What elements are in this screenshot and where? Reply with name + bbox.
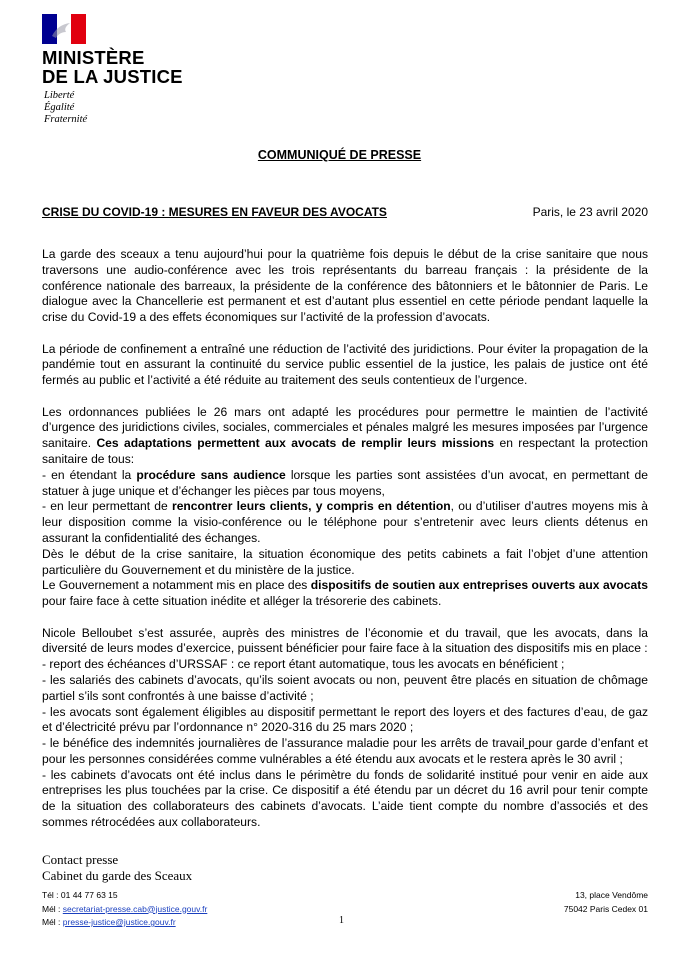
email-label: Mél : bbox=[42, 917, 63, 927]
release-date: Paris, le 23 avril 2020 bbox=[532, 205, 648, 219]
indemnites-text-end: pour garde d’enfant et pour les personnes considérées comme vulnérables a été étendu aux avocats et le restera après le 30 avril ; bbox=[42, 736, 648, 766]
press-contact bbox=[42, 852, 192, 884]
list-item-report-loyers: - les avocats sont également éligibles au dispositif permettant le report des loyers et des factures d’eau, de gaz et d’électricité prévu par l’ordonnance n° 2020-316 du 25 mars 2020 ; bbox=[42, 704, 648, 735]
bullet-text-end: lorsque les parties sont assistées d’un avocat, en permettant de statuer à juge unique et d’échanger les pièces par tous moyens, bbox=[42, 467, 648, 498]
press-release-body bbox=[42, 247, 648, 831]
ministry-name bbox=[42, 48, 183, 86]
ordonnances-emphasis: Ces adaptations permettent aux avocats de remplir leurs missions bbox=[96, 436, 495, 451]
dispositifs-text: Le Gouvernement a notamment mis en place des bbox=[42, 578, 311, 593]
bullet-text-end: , ou d’utiliser d’autres moyens mis à leur disposition comme la visio-conférence ou le téléphone pour s’entretenir avec leurs clients détenus en assurant la confidentialité des échanges. bbox=[42, 499, 648, 545]
list-item-indemnites bbox=[42, 736, 648, 768]
motto-fraternite: Fraternité bbox=[44, 114, 88, 125]
list-item-urssaf: - report des échéances d’URSSAF : ce report étant automatique, tous les avocats en bénéficient ; bbox=[42, 657, 565, 672]
republic-motto bbox=[44, 90, 87, 126]
email-link-presse[interactable]: presse-justice@justice.gouv.fr bbox=[62, 917, 176, 927]
bullet-emphasis: procédure sans audience bbox=[136, 467, 286, 482]
list-item-fonds-solidarite: - les cabinets d’avocats ont été inclus dans le périmètre du fonds de solidarité institué pour venir en aide aux entreprises les plus touchées par la crise. Ce dispositif a été étendu par un décret du 16 avril pour tenir compte de la situation des collaborateurs des cabinets d’avocats. L’aide tient compte du nombre d’associés et des sommes rétrocédées aux collaborateurs. bbox=[42, 767, 648, 830]
bullet-text: - en étendant la bbox=[42, 467, 137, 482]
ministry-address bbox=[564, 889, 648, 916]
bullet-text: - en leur permettant de bbox=[42, 499, 172, 514]
bullet-sans-audience bbox=[42, 468, 648, 500]
list-item-chomage-partiel: - les salariés des cabinets d’avocats, qu’ils soient avocats ou non, peuvent être placés en situation de chômage partiel s’ils sont confrontés à une baisse d’activité ; bbox=[42, 672, 648, 703]
marianne-flag-icon bbox=[42, 14, 86, 44]
dispositifs-text-end: pour faire face à cette situation inédite et alléger la trésorerie des cabinets. bbox=[42, 594, 442, 609]
contact-cabinet: Cabinet du garde des Sceaux bbox=[42, 868, 193, 883]
bullet-emphasis: rencontrer leurs clients, y compris en détention bbox=[171, 499, 451, 514]
paragraph-dispositifs bbox=[42, 578, 648, 610]
email-link-secretariat[interactable]: secretariat-presse.cab@justice.gouv.fr bbox=[62, 903, 208, 914]
contact-details bbox=[42, 889, 207, 930]
paragraph-confinement: La période de confinement a entraîné une réduction de l’activité des juridictions. Pour éviter la propagation de la pandémie tout en assurant la continuité du service public essentiel de la justice, les palais de justice ont été fermés au public et l’activité a été réduite au traitement des seuls contentieux de l’urgence. bbox=[42, 341, 648, 388]
paragraph-petits-cabinets: Dès le début de la crise sanitaire, la situation économique des petits cabinets a fait l’objet d’une attention particulière du Gouvernement et du ministère de la justice. bbox=[42, 546, 648, 577]
paragraph-intro: La garde des sceaux a tenu aujourd’hui pour la quatrième fois depuis le début de la crise sanitaire que nous traversons une audio-conférence avec les trois représentants du barreau français : la présidente de la conférence nationale des barreaux, la présidente de la conférence des bâtonniers et le bâtonnier de Paris. Le dialogue avec la Chancellerie est permanent et est d’autant plus essentiel en cette période pendant laquelle la crise du Covid-19 a des effets économiques sur l’activité de la profession d’avocats. bbox=[42, 247, 648, 325]
dispositifs-emphasis: dispositifs de soutien aux entreprises ouverts aux avocats bbox=[310, 578, 648, 593]
contact-email-row-2 bbox=[42, 916, 207, 930]
ministry-name-line2: DE LA JUSTICE bbox=[42, 66, 183, 87]
indemnites-text: - le bénéfice des indemnités journalières de l’assurance maladie pour les arrêts de travail bbox=[42, 736, 525, 751]
contact-heading: Contact presse bbox=[42, 852, 119, 867]
address-city: 75042 Paris Cedex 01 bbox=[563, 903, 648, 914]
ministry-name-line1: MINISTÈRE bbox=[42, 47, 145, 68]
contact-email-row-1 bbox=[42, 903, 207, 917]
ordonnances-text-end: en respectant la protection sanitaire de tous: bbox=[42, 436, 648, 466]
motto-liberte: Liberté bbox=[44, 90, 75, 101]
document-heading: COMMUNIQUÉ DE PRESSE bbox=[257, 148, 422, 162]
press-release-title: CRISE DU COVID-19 : MESURES EN FAVEUR DES AVOCATS bbox=[42, 205, 387, 219]
contact-phone: Tél : 01 44 77 63 15 bbox=[42, 890, 118, 900]
paragraph-belloubet: Nicole Belloubet s’est assurée, auprès des ministres de l’économie et du travail, que les avocats, dans la diversité de leurs modes d’exercice, puissent bénéficier pour faire face à la situation des dispositifs mis en place : bbox=[42, 625, 648, 656]
ordonnances-text: Les ordonnances publiées le 26 mars ont adapté les procédures pour permettre le maintien de l’activité d’urgence des juridictions civiles, sociales, commerciales et pénales malgré les mesures imposées par l’urgence sanitaire. bbox=[42, 404, 648, 451]
address-street: 13, place Vendôme bbox=[575, 890, 648, 900]
motto-egalite: Égalité bbox=[44, 102, 75, 113]
email-label: Mél : bbox=[42, 903, 63, 914]
page-number: 1 bbox=[339, 915, 344, 926]
bullet-rencontrer-clients bbox=[42, 499, 648, 546]
paragraph-ordonnances bbox=[42, 405, 648, 468]
